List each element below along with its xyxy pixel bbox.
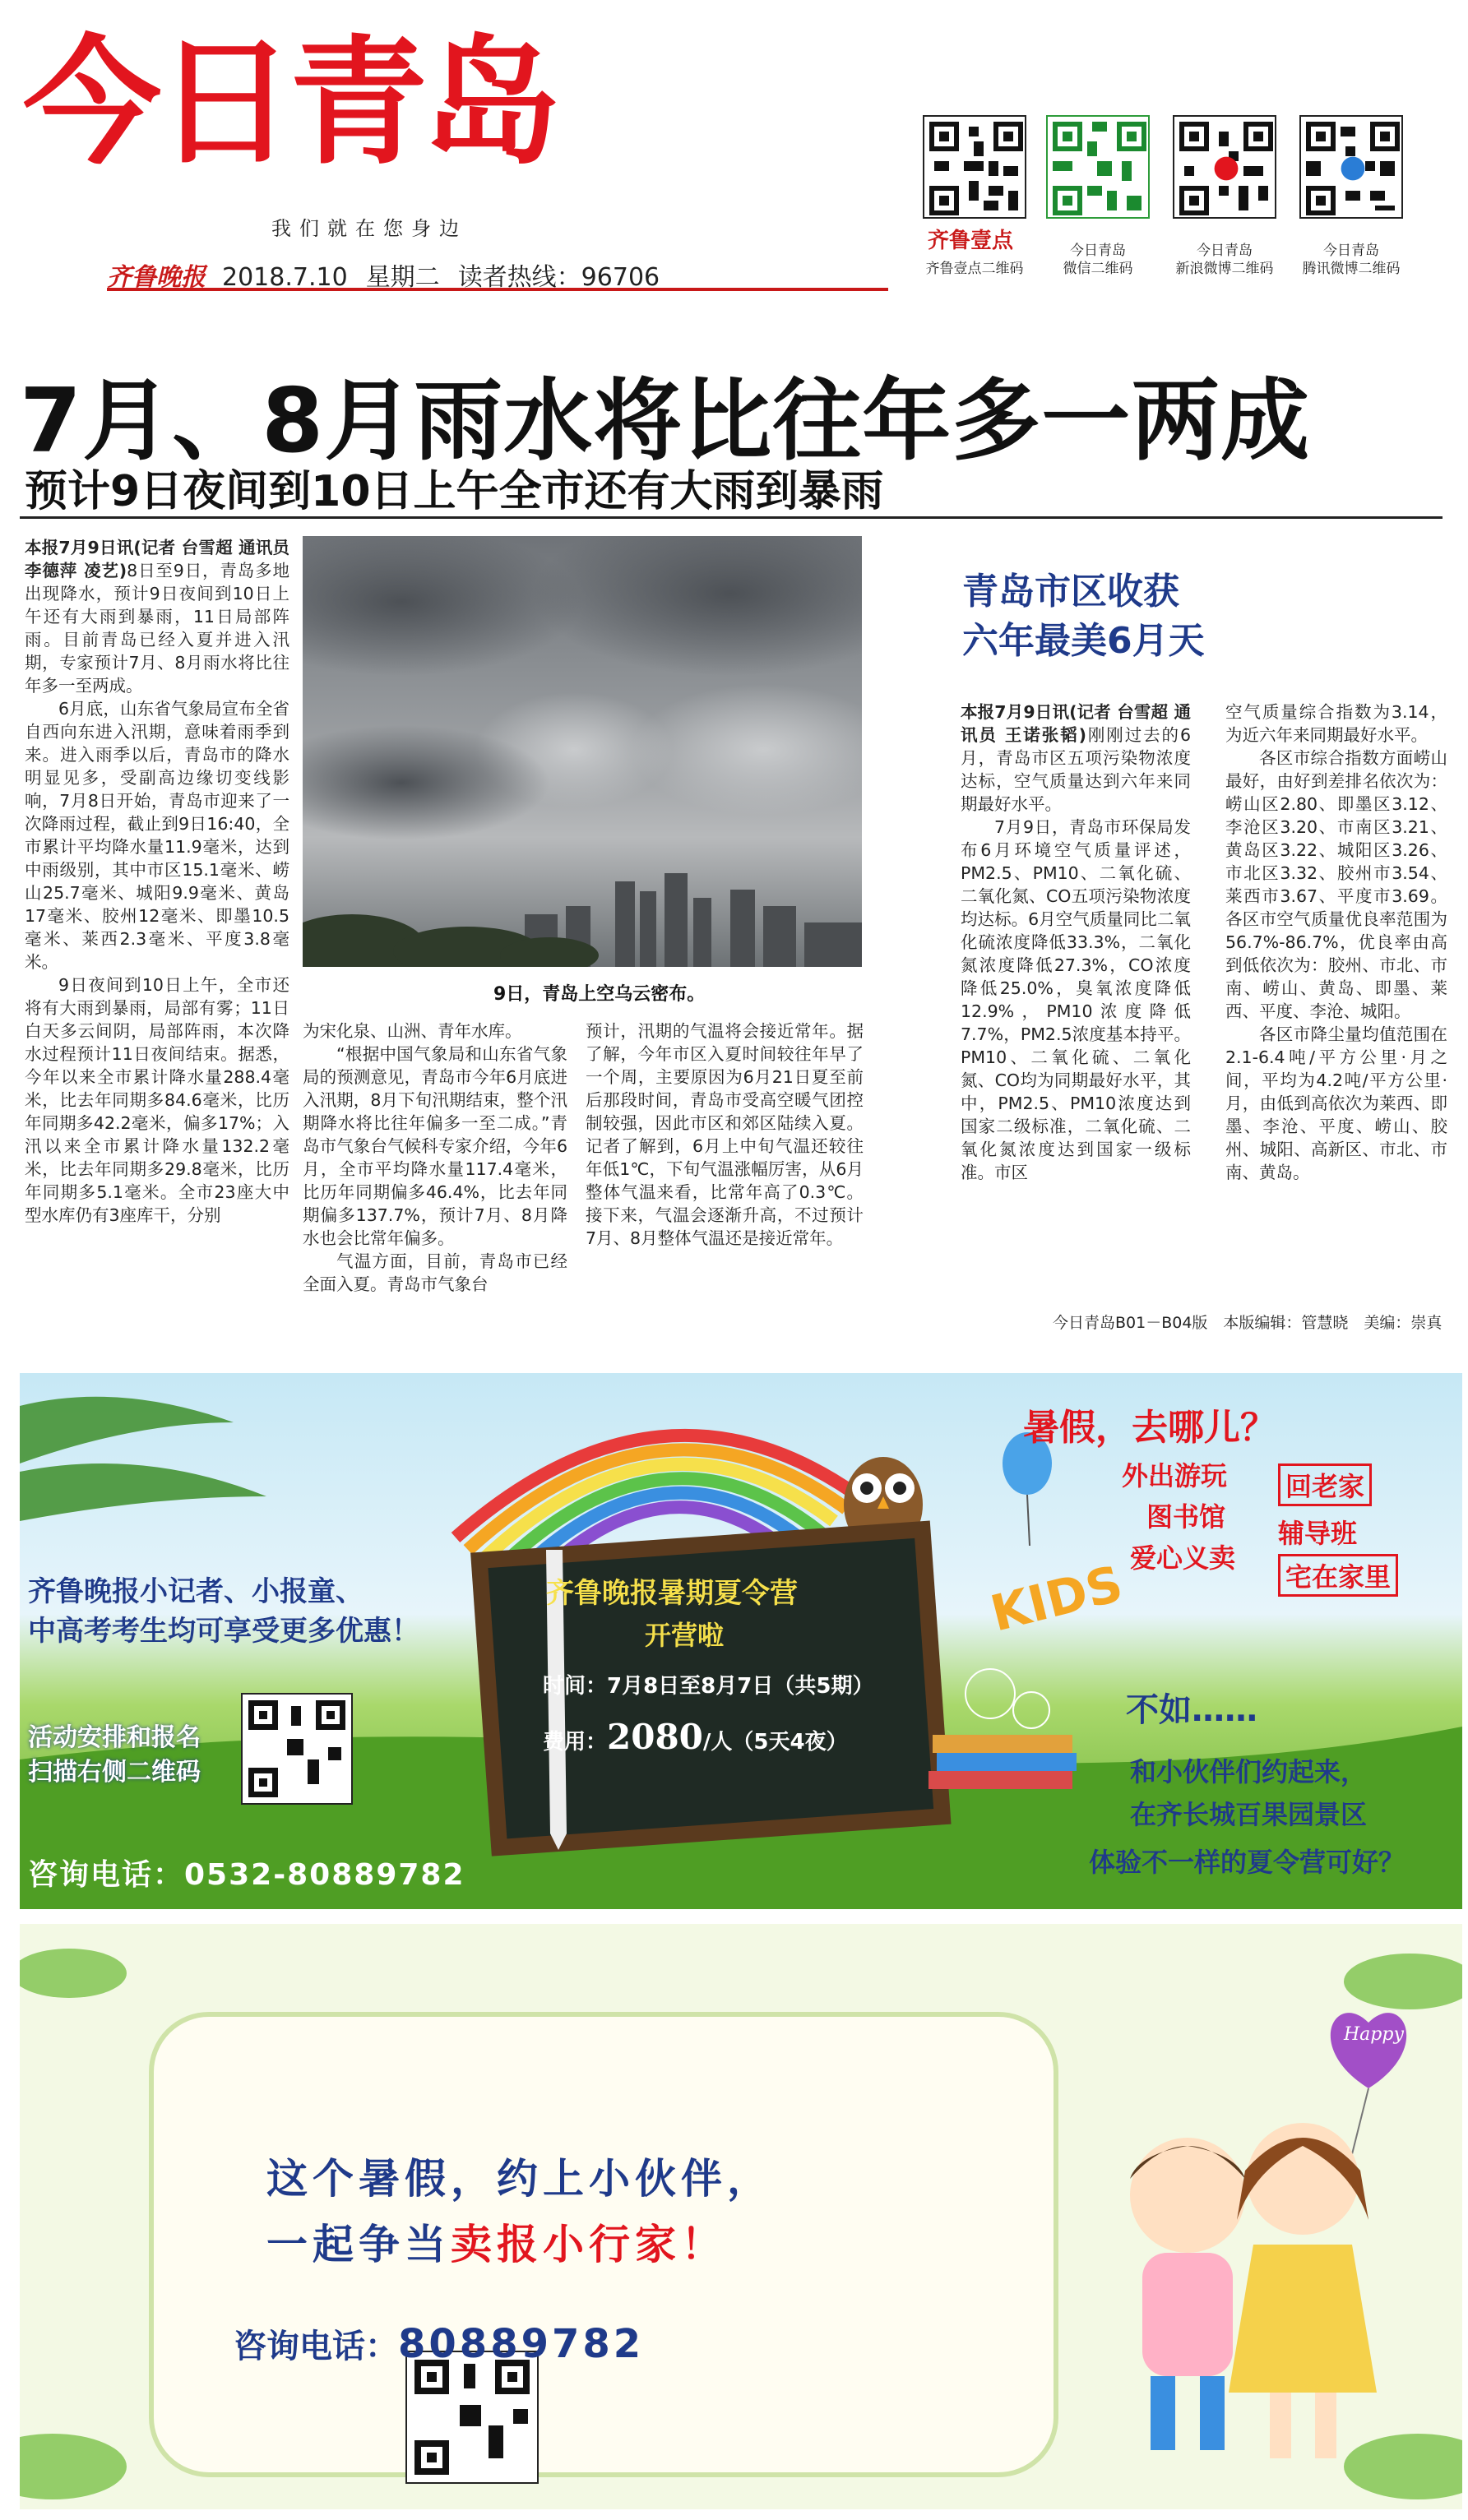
article-para-2: 6月底，山东省气象局宣布全省自西向东进入汛期，意味着雨季到来。进入雨季以后，青岛市的降水明显见多，受副高边缘切变线影响，7月8日开始，青岛市迎来了一次降雨过程，截止到9日16:40，全市累计平均降水量11.9毫米，达到中雨级别，其中市区15.1毫米、崂山25.7毫米、城阳9.9毫米、黄岛17毫米、胶州12毫米、即墨10.5毫米、莱西2.3毫米、平度3.8毫米。 — [25, 699, 289, 972]
camp-time: 时间：7月8日至8月7日（共5期） — [543, 1674, 874, 1699]
qr-code-tencent-weibo[interactable] — [1299, 115, 1403, 219]
newspaper-seller-ad[interactable] — [20, 1924, 1462, 2509]
ad1-right-line-3: 在齐长城百果园景区 — [1130, 1799, 1368, 1830]
balloon-label: Happy — [1344, 2024, 1404, 2045]
ad2-line-2: 一起争当卖报小行家！ — [266, 2221, 727, 2268]
ad1-left-line-1: 齐鲁晚报小记者、小报童、 — [28, 1575, 364, 1608]
article-para-3: 9日夜间到10日上午，全市还将有大雨到暴雨，局部有雾；11日白天多云间阴，局部阵雨，本次降水过程预计11日夜间结束。据悉，今年以来全市累计降水量288.4毫米，比去年同期多84.6毫米，比历年同期多42.2毫米，偏多17%；入汛以来全市累计降水量132.2毫米，比去年同期多29.8毫米，比历年同期多5.1毫米。全市23座大中型水库仍有3座库干，分别 — [25, 975, 289, 1225]
reader-hotline: 读者热线：96706 — [457, 263, 660, 292]
side-article-column-1 — [961, 701, 1191, 1301]
ad2-line-1: 这个暑假，约上小伙伴， — [266, 2155, 773, 2203]
photo-caption: 9日，青岛上空乌云密布。 — [493, 984, 706, 1005]
article-column-1 — [25, 536, 289, 1366]
dateline — [107, 257, 678, 293]
ad1-option-travel: 外出游玩 — [1122, 1460, 1228, 1491]
side-article-title: 青岛市区收获 六年最美6月天 — [962, 571, 1205, 662]
ad1-option-hometown: 回老家 — [1278, 1463, 1372, 1506]
qr-caption-tencent-weibo: 今日青岛 腾讯微博二维码 — [1302, 243, 1401, 277]
headline-rule — [20, 516, 1443, 519]
article-lead: 本报7月9日讯(记者 台雪超 通讯员 李德萍 凌艺) — [25, 538, 289, 580]
camp-fee: 费用：2080/人（5天4夜） — [543, 1717, 848, 1757]
ad1-right-line-2: 和小伙伴们约起来， — [1130, 1756, 1368, 1787]
qilu-brand: 齐鲁壹点 — [928, 229, 1014, 253]
camp-subtitle: 开营啦 — [645, 1620, 725, 1651]
qr-code-qilu[interactable] — [923, 115, 1026, 219]
issue-date: 2018.7.10 — [222, 263, 348, 292]
main-headline: 7月、8月雨水将比往年多一两成 — [20, 370, 1311, 473]
side-para-2: 7月9日，青岛市环保局发布6月环境空气质量评述，PM2.5、PM10、二氧化硫、二氧化氮、CO五项污染物浓度均达标。6月空气质量同比二氧化硫浓度降低33.3%，二氧化氮浓度降低27.3%，CO浓度降低25.0%，臭氧浓度降低12.9%，PM10浓度降低7.7%，PM2.5浓度基本持平。PM10、二氧化硫、二氧化氮、CO均为同期最好水平，其中，PM2.5、PM10浓度达到国家二级标准，二氧化硫、二氧化氮浓度达到国家一级标准。市区 — [961, 817, 1191, 1182]
issue-weekday: 星期二 — [365, 263, 440, 292]
ad1-phone[interactable]: 咨询电话：0532-80889782 — [28, 1858, 465, 1892]
qr-caption-sina-weibo: 今日青岛 新浪微博二维码 — [1175, 243, 1274, 277]
ad1-option-charity: 爱心义卖 — [1130, 1542, 1236, 1574]
kids-letters: KIDS — [984, 1555, 1128, 1644]
ad1-question: 暑假，去哪儿？ — [1023, 1407, 1276, 1449]
photo-dark-clouds — [303, 536, 862, 967]
ad1-option-stay-home: 宅在家里 — [1278, 1554, 1398, 1597]
ad1-scan-line-2: 扫描右侧二维码 — [28, 1758, 201, 1787]
article-para-5: “根据中国气象局和山东省气象局的预测意见，青岛市今年6月底进入汛期，8月下旬汛期结束，整个汛期降水将比往年偏多一至二成。”青岛市气象台气候科专家介绍，今年6月，全市平均降水量117.4毫米，比历年同期偏多46.4%，比去年同期偏多137.7%，预计7月、8月降水也会比常年偏多。 — [303, 1044, 567, 1248]
article-para-4: 为宋化泉、山洲、青年水库。 — [303, 1021, 522, 1041]
page-credit: 今日青岛B01－B04版 本版编辑：管慧晓 美编：崇真 — [1053, 1314, 1443, 1332]
summer-camp-ad[interactable] — [20, 1373, 1462, 1909]
qr-caption-wechat: 今日青岛 微信二维码 — [1063, 243, 1133, 277]
ad1-right-line-1: 不如…… — [1126, 1691, 1257, 1729]
article-para-6: 气温方面，目前，青岛市已经全面入夏。青岛市气象台 — [303, 1251, 567, 1294]
camp-title: 齐鲁晚报暑期夏令营 — [546, 1577, 798, 1610]
side-para-5: 各区市降尘量均值范围在2.1-6.4吨/平方公里·月之间，平均为4.2吨/平方公里·月，由低到高依次为莱西、即墨、李沧、平度、崂山、胶州、城阳、高新区、市北、市南、黄岛。 — [1225, 1024, 1447, 1182]
ad1-option-library: 图书馆 — [1146, 1501, 1226, 1533]
paper-logo: 齐鲁晚报 — [107, 263, 206, 292]
qr-code-sina-weibo[interactable] — [1173, 115, 1276, 219]
article-column-3 — [586, 1020, 864, 1366]
side-para-4: 各区市综合指数方面崂山最好，由好到差排名依次为：崂山区2.80、即墨区3.12、李沧区3.20、市南区3.21、黄岛区3.22、城阳区3.26、市北区3.32、胶州市3.54、莱西市3.67、平度市3.69。各区市空气质量优良率范围为56.7%-86.7%，优良率由高到低依次为：胶州、市北、市南、崂山、黄岛、即墨、莱西、平度、李沧、城阳。 — [1225, 748, 1447, 1021]
main-subhead: 预计9日夜间到10日上午全市还有大雨到暴雨 — [25, 467, 884, 516]
ad1-right-line-4: 体验不一样的夏令营可好？ — [1089, 1847, 1405, 1878]
ad1-left-line-2: 中高考考生均可享受更多优惠！ — [28, 1615, 419, 1648]
ad1-option-tutoring: 辅导班 — [1278, 1518, 1358, 1549]
side-article-lead: 本报7月9日讯(记者 台雪超 通讯员 王诺张韬) — [961, 702, 1191, 745]
side-para-1: 刚刚过去的6月，青岛市区五项污染物浓度达标，空气质量达到六年来同期最好水平。 — [961, 725, 1191, 814]
masthead-title: 今日青岛 — [23, 22, 556, 183]
ad1-scan-line-1: 活动安排和报名 — [28, 1723, 201, 1752]
article-column-2 — [303, 1020, 567, 1366]
qr-code-wechat[interactable] — [1046, 115, 1150, 219]
masthead-slogan: 我们就在您身边 — [271, 217, 467, 240]
side-article-column-2 — [1225, 701, 1447, 1301]
article-para-7: 预计，汛期的气温将会接近常年。据了解，今年市区入夏时间较往年早了一个周，主要原因为6月21日夏至前后那段时间，青岛市受高空暖气团控制较强，因此市区和郊区陆续入夏。记者了解到，6月上中旬气温还较往年低1℃，下旬气温涨幅厉害，从6月整体气温来看，比常年高了0.3℃。接下来，气温会逐渐升高，不过预计7月、8月整体气温还是接近常年。 — [586, 1021, 864, 1248]
side-para-3: 空气质量综合指数为3.14，为近六年来同期最好水平。 — [1225, 702, 1447, 745]
ad2-phone[interactable]: 咨询电话：80889782 — [234, 2321, 645, 2367]
qr-caption-qilu: 齐鲁壹点二维码 — [925, 261, 1024, 277]
article-para-1: 8日至9日，青岛多地出现降水，预计9日夜间到10日上午还有大雨到暴雨，11日局部阵雨。目前青岛已经入夏并进入汛期，专家预计7月、8月雨水将比往年多一至两成。 — [25, 561, 289, 696]
